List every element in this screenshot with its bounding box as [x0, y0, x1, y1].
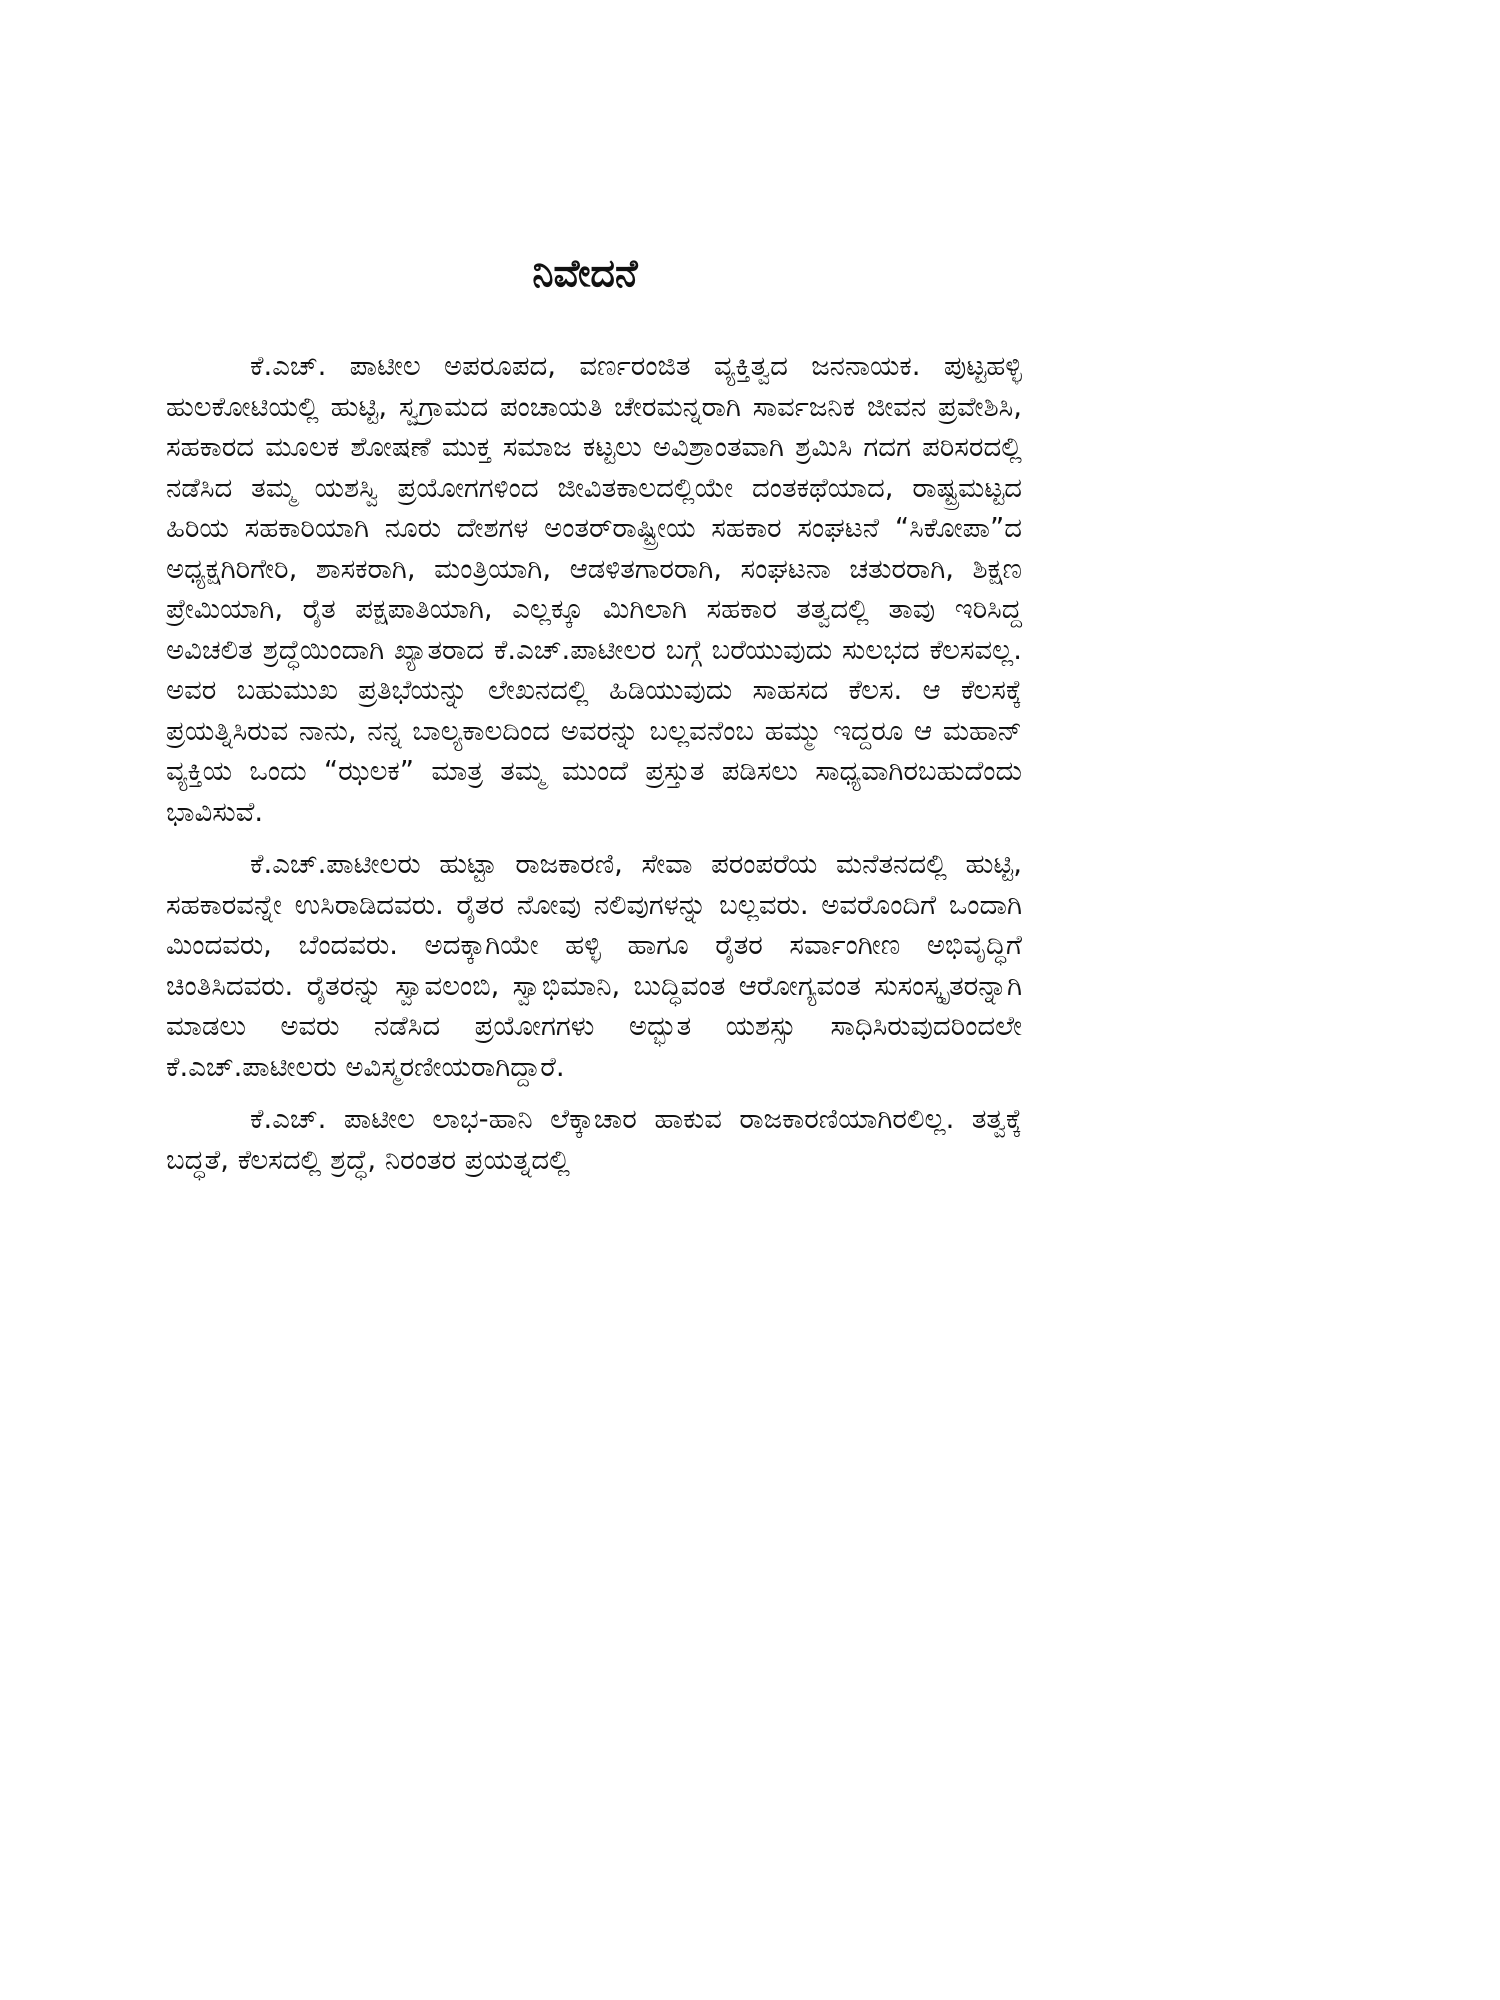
paragraph-2: ಕೆ.ಎಚ್.ಪಾಟೀಲರು ಹುಟ್ಟಾ ರಾಜಕಾರಣಿ, ಸೇವಾ ಪರಂಪರೆಯ ಮನೆತನದಲ್ಲಿ ಹುಟ್ಟಿ, ಸಹಕಾರವನ್ನೇ ಉಸಿರಾಡಿದವರು. ರೈತರ ನೋವು ನಲಿವುಗಳನ್ನು ಬಲ್ಲವರು. ಅವರೊಂದಿಗೆ ಒಂದಾಗಿ ಮಿಂದವರು, ಬೆಂದವರು. ಅದಕ್ಕಾಗಿಯೇ ಹಳ್ಳಿ ಹಾಗೂ ರೈತರ ಸರ್ವಾಂಗೀಣ ಅಭಿವೃದ್ಧಿಗೆ ಚಿಂತಿಸಿದವರು. ರೈತರನ್ನು ಸ್ವಾವಲಂಬಿ, ಸ್ವಾಭಿಮಾನಿ, ಬುದ್ಧಿವಂತ ಆರೋಗ್ಯವಂತ ಸುಸಂಸ್ಕೃತರನ್ನಾಗಿ ಮಾಡಲು ಅವರು ನಡೆಸಿದ ಪ್ರಯೋಗಗಳು ಅದ್ಭುತ ಯಶಸ್ಸು ಸಾಧಿಸಿರುವುದರಿಂದಲೇ ಕೆ.ಎಚ್.ಪಾಟೀಲರು ಅವಿಸ್ಮರಣೀಯರಾಗಿದ್ದಾರೆ.: [166, 848, 1022, 1083]
page-title: ನಿವೇದನೆ: [532, 251, 638, 295]
body-text: [166, 346, 1022, 1180]
paragraph-3: ಕೆ.ಎಚ್. ಪಾಟೀಲ ಲಾಭ-ಹಾನಿ ಲೆಕ್ಕಾಚಾರ ಹಾಕುವ ರಾಜಕಾರಣಿಯಾಗಿರಲಿಲ್ಲ. ತತ್ವಕ್ಕೆ ಬದ್ಧತೆ, ಕೆಲಸದಲ್ಲಿ ಶ್ರದ್ಧೆ, ನಿರಂತರ ಪ್ರಯತ್ನದಲ್ಲಿ: [166, 1103, 1022, 1176]
paragraph-1: ಕೆ.ಎಚ್. ಪಾಟೀಲ ಅಪರೂಪದ, ವರ್ಣರಂಜಿತ ವ್ಯಕ್ತಿತ್ವದ ಜನನಾಯಕ. ಪುಟ್ಟಹಳ್ಳಿ ಹುಲಕೋಟಿಯಲ್ಲಿ ಹುಟ್ಟಿ, ಸ್ವಗ್ರಾಮದ ಪಂಚಾಯತಿ ಚೇರಮನ್ನರಾಗಿ ಸಾರ್ವಜನಿಕ ಜೀವನ ಪ್ರವೇಶಿಸಿ, ಸಹಕಾರದ ಮೂಲಕ ಶೋಷಣೆ ಮುಕ್ತ ಸಮಾಜ ಕಟ್ಟಲು ಅವಿಶ್ರಾಂತವಾಗಿ ಶ್ರಮಿಸಿ ಗದಗ ಪರಿಸರದಲ್ಲಿ ನಡೆಸಿದ ತಮ್ಮ ಯಶಸ್ವಿ ಪ್ರಯೋಗಗಳಿಂದ ಜೀವಿತಕಾಲದಲ್ಲಿಯೇ ದಂತಕಥೆಯಾದ, ರಾಷ್ಟ್ರಮಟ್ಟದ ಹಿರಿಯ ಸಹಕಾರಿಯಾಗಿ ನೂರು ದೇಶಗಳ ಅಂತರ್‌ರಾಷ್ಟ್ರೀಯ ಸಹಕಾರ ಸಂಘಟನೆ “ಸಿಕೋಪಾ”ದ ಅಧ್ಯಕ್ಷಗಿರಿಗೇರಿ, ಶಾಸಕರಾಗಿ, ಮಂತ್ರಿಯಾಗಿ, ಆಡಳಿತಗಾರರಾಗಿ, ಸಂಘಟನಾ ಚತುರರಾಗಿ, ಶಿಕ್ಷಣ ಪ್ರೇಮಿಯಾಗಿ, ರೈತ ಪಕ್ಷಪಾತಿಯಾಗಿ, ಎಲ್ಲಕ್ಕೂ ಮಿಗಿಲಾಗಿ ಸಹಕಾರ ತತ್ವದಲ್ಲಿ ತಾವು ಇರಿಸಿದ್ದ ಅವಿಚಲಿತ ಶ್ರದ್ಧೆಯಿಂದಾಗಿ ಖ್ಯಾತರಾದ ಕೆ.ಎಚ್.ಪಾಟೀಲರ ಬಗ್ಗೆ ಬರೆಯುವುದು ಸುಲಭದ ಕೆಲಸವಲ್ಲ. ಅವರ ಬಹುಮುಖ ಪ್ರತಿಭೆಯನ್ನು ಲೇಖನದಲ್ಲಿ ಹಿಡಿಯುವುದು ಸಾಹಸದ ಕೆಲಸ. ಆ ಕೆಲಸಕ್ಕೆ ಪ್ರಯತ್ನಿಸಿರುವ ನಾನು, ನನ್ನ ಬಾಲ್ಯಕಾಲದಿಂದ ಅವರನ್ನು ಬಲ್ಲವನೆಂಬ ಹಮ್ಮು ಇದ್ದರೂ ಆ ಮಹಾನ್ ವ್ಯಕ್ತಿಯ ಒಂದು “ಝಲಕ” ಮಾತ್ರ ತಮ್ಮ ಮುಂದೆ ಪ್ರಸ್ತುತ ಪಡಿಸಲು ಸಾಧ್ಯವಾಗಿರಬಹುದೆಂದು ಭಾವಿಸುವೆ.: [166, 350, 1022, 828]
